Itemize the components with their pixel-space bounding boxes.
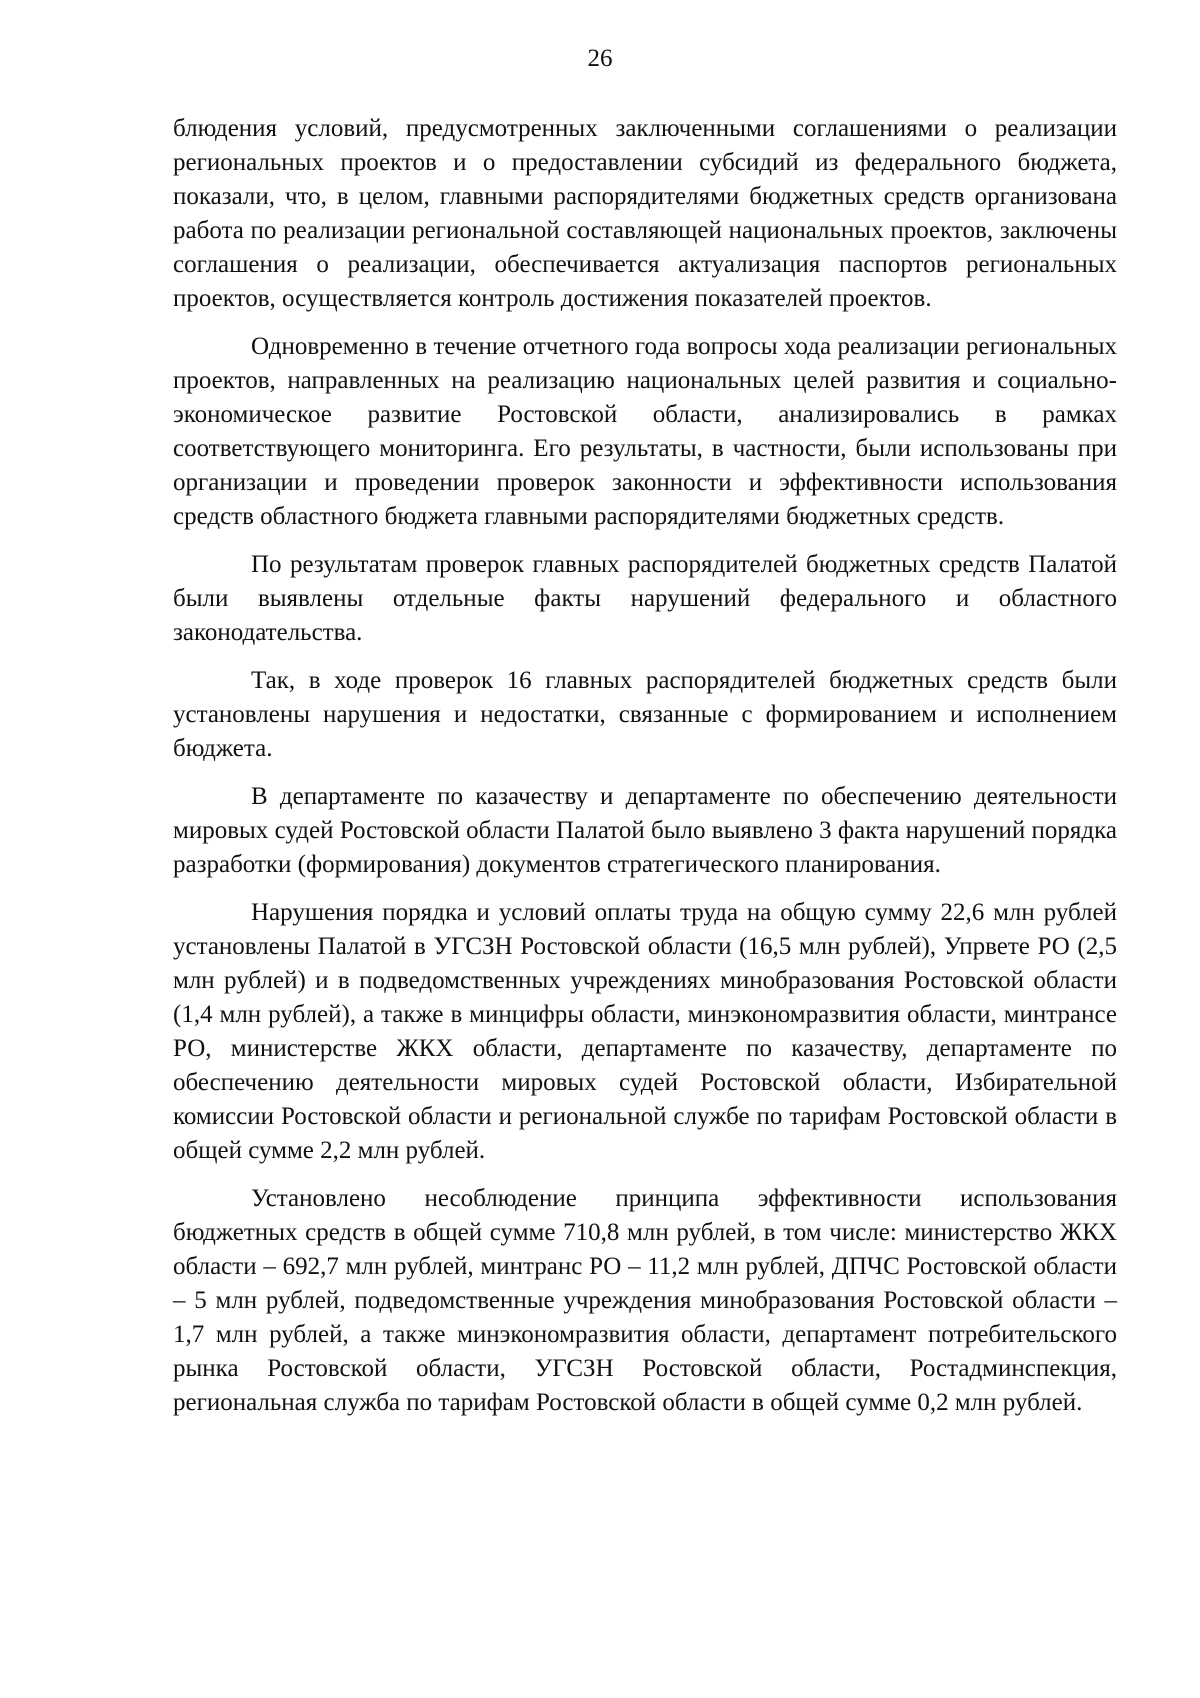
paragraph-strategic-planning: В департаменте по казачеству и департаменте по обеспечению деятельности мировых судей Ростовской области Палатой было выявлено 3 факта нарушений порядка разработки (формирования) документов стратегического планирования.: [173, 783, 1117, 878]
document-body: [173, 112, 1117, 1434]
page-number: 26: [587, 45, 613, 72]
paragraph-continuation: блюдения условий, предусмотренных заключенными соглашениями о реализации региональных проектов и о предоставлении субсидий из федерального бюджета, показали, что, в целом, главными распорядителями бюджетных средств организована работа по реализации региональной составляющей национальных проектов, заключены соглашения о реализации, обеспечивается актуализация паспортов региональных проектов, осуществляется контроль достижения показателей проектов.: [173, 115, 1117, 312]
paragraph-efficiency-principle: Установлено несоблюдение принципа эффективности использования бюджетных средств в общей сумме 710,8 млн рублей, в том числе: министерство ЖКХ области – 692,7 млн рублей, минтранс РО – 11,2 млн рублей, ДПЧС Ростовской области – 5 млн рублей, подведомственные учреждения минобразования Ростовской области – 1,7 млн рублей, а также минэкономразвития области, департамент потребительского рынка Ростовской области, УГСЗН Ростовской области, Ростадминспекция, региональная служба по тарифам Ростовской области в общей сумме 0,2 млн рублей.: [173, 1185, 1117, 1416]
paragraph-budget-violations: Так, в ходе проверок 16 главных распорядителей бюджетных средств были установлены нарушения и недостатки, связанные с формированием и исполнением бюджета.: [173, 667, 1117, 762]
paragraph-labor-payment: Нарушения порядка и условий оплаты труда на общую сумму 22,6 млн рублей установлены Палатой в УГСЗН Ростовской области (16,5 млн рублей), Упрвете РО (2,5 млн рублей) и в подведомственных учреждениях минобразования Ростовской области (1,4 млн рублей), а также в минцифры области, минэкономразвития области, минтрансе РО, министерстве ЖКХ области, департаменте по казачеству, департаменте по обеспечению деятельности мировых судей Ростовской области, Избирательной комиссии Ростовской области и региональной службе по тарифам Ростовской области в общей сумме 2,2 млн рублей.: [173, 899, 1117, 1164]
paragraph-violations-found: По результатам проверок главных распорядителей бюджетных средств Палатой были выявлены отдельные факты нарушений федерального и областного законодательства.: [173, 551, 1117, 646]
paragraph-monitoring: Одновременно в течение отчетного года вопросы хода реализации региональных проектов, направленных на реализацию национальных целей развития и социально-экономическое развитие Ростовской области, анализировались в рамках соответствующего мониторинга. Его результаты, в частности, были использованы при организации и проведении проверок законности и эффективности использования средств областного бюджета главными распорядителями бюджетных средств.: [173, 333, 1117, 530]
